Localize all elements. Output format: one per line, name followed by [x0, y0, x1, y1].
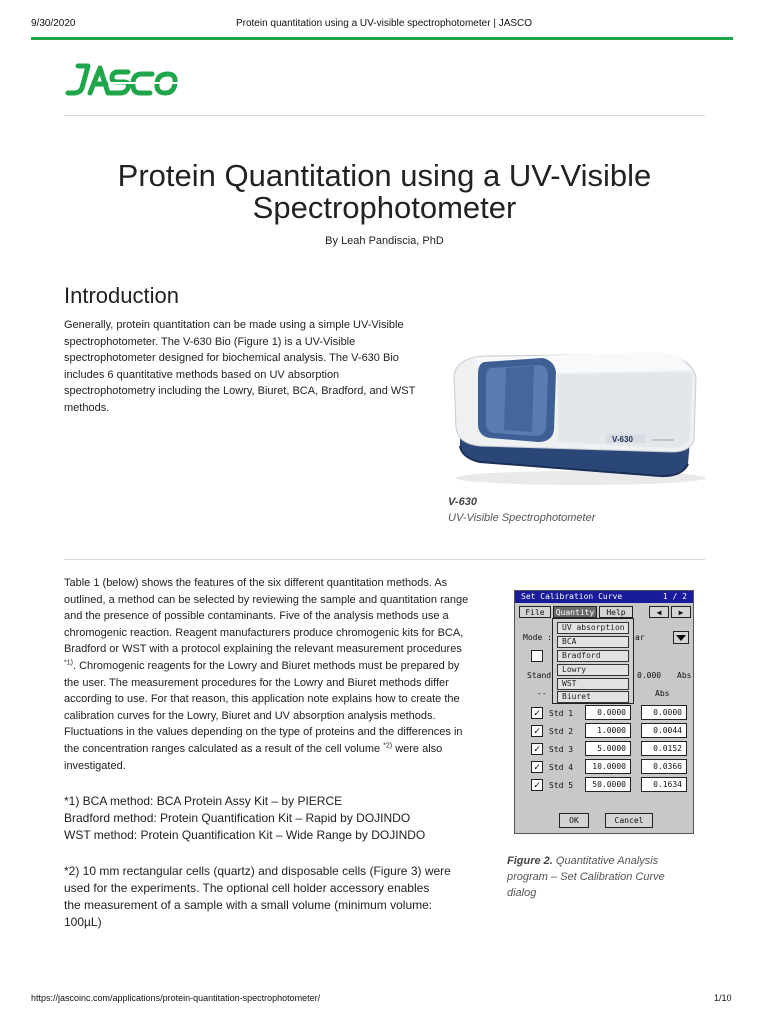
std-3-absorbance[interactable]: 0.0152 [641, 741, 687, 756]
page-url[interactable]: https://jascoinc.com/applications/protein-quantitation-spectrophotometer/ [31, 993, 321, 1003]
chevron-down-icon [674, 632, 688, 643]
standard-value: 0.000 [637, 671, 662, 680]
std-1-label: Std 1 [549, 709, 574, 718]
menu-item-bradford[interactable]: Bradford [557, 650, 629, 662]
quantity-method-menu [552, 618, 634, 704]
print-page-title: Protein quantitation using a UV-visible spectrophotometer | JASCO [235, 18, 533, 29]
std-4-label: Std 4 [549, 763, 574, 772]
quantity-menu[interactable]: Quantity [553, 606, 597, 618]
next-page-button[interactable]: ▶ [671, 606, 691, 618]
std-2-label: Std 2 [549, 727, 574, 736]
std-3-label: Std 3 [549, 745, 574, 754]
figure2-caption: Figure 2. Quantitative Analysis program – Set Calibration Curve dialog [507, 855, 665, 899]
file-menu[interactable]: File [519, 606, 551, 618]
previous-page-button[interactable]: ◀ [649, 606, 669, 618]
mode-label: Mode : [523, 633, 552, 642]
instrument-model-badge: V-630 [612, 435, 633, 444]
page-title: Protein Quantitation using a UV-Visible Spectrophotometer [117, 158, 652, 225]
std-2-absorbance[interactable]: 0.0044 [641, 723, 687, 738]
figure1-caption: V-630 UV-Visible Spectrophotometer [448, 496, 596, 524]
author-byline: By Leah Pandiscia, PhD [325, 235, 444, 247]
std-5-checkbox[interactable]: ✓ [531, 779, 543, 791]
cancel-button[interactable]: Cancel [605, 813, 653, 828]
dialog-title-bar: Set Calibration Curve 1 / 2 [515, 591, 693, 603]
standard-label: Stand [527, 671, 552, 680]
std-2-concentration[interactable]: 1.0000 [585, 723, 631, 738]
jasco-logo[interactable] [64, 60, 188, 98]
ok-button[interactable]: OK [559, 813, 589, 828]
std-4-checkbox[interactable]: ✓ [531, 761, 543, 773]
std-4-absorbance[interactable]: 0.0366 [641, 759, 687, 774]
footnote-ref-1: *1) [64, 659, 73, 667]
option-checkbox[interactable] [531, 650, 543, 662]
menu-item-bca[interactable]: BCA [557, 636, 629, 648]
introduction-paragraph: Generally, protein quantitation can be made using a simple UV-Visible spectrophotometer. The V-630 Bio (Figure 1) is a UV-Visible spectrophotometer designed for biochemical analysis. The V-630 Bio includes 6 quantitative methods based on UV absorption spectrophotometry including the Lowry, Biuret, BCA, Bradford, and WST methods. [64, 319, 416, 414]
abs-column-header: Abs [655, 689, 670, 698]
introduction-heading: Introduction [64, 283, 179, 308]
page-number: 1/10 [714, 993, 732, 1003]
std-5-concentration[interactable]: 50.0000 [585, 777, 631, 792]
std-1-absorbance[interactable]: 0.0000 [641, 705, 687, 720]
footnote-2-text: *2) 10 mm rectangular cells (quartz) and disposable cells (Figure 3) were used for the experiments. The optional cell holder accessory enables the measurement of a sample with a small volume (minimum volume: 100µL) [64, 864, 451, 929]
header-divider [31, 37, 733, 40]
logo-divider [64, 115, 705, 116]
menu-item-uv-absorption[interactable]: UV absorption [557, 622, 629, 634]
std-3-checkbox[interactable]: ✓ [531, 743, 543, 755]
menu-item-lowry[interactable]: Lowry [557, 664, 629, 676]
column-dash: -- [537, 689, 547, 698]
std-3-concentration[interactable]: 5.0000 [585, 741, 631, 756]
std-1-checkbox[interactable]: ✓ [531, 707, 543, 719]
mode-dropdown-arrow[interactable] [673, 631, 689, 644]
footnote-ref-2: *2) [383, 742, 393, 750]
print-date: 9/30/2020 [31, 18, 76, 29]
std-4-concentration[interactable]: 10.0000 [585, 759, 631, 774]
std-2-checkbox[interactable]: ✓ [531, 725, 543, 737]
std-5-absorbance[interactable]: 0.1634 [641, 777, 687, 792]
mode-value: ar [635, 633, 645, 642]
v630-spectrophotometer-image [446, 328, 708, 488]
abs-unit-label: Abs [677, 671, 692, 680]
methods-paragraph: Table 1 (below) shows the features of the six different quantitation methods. As outlined, a method can be selected by reviewing the sample and quantitation range and the presence of possible contaminants. Five of the analysis methods use a chromogenic reaction. Reagent manufacturers produce chromogenic kits for BCA, Bradford or WST with a protocol explaining the relevant measurement procedures $^{*1)}$. Chromogenic reagents for the Lowry and Biuret methods must be prepared by the user. The measurement procedures for the Lowry and Biuret methods differ according to use. For that reason, this application note explains how to create the calibration curves for the Lowry, Biuret and UV absorption analysis methods. Fluctuations in the values depending on the type of proteins and the differences in the concentration ranges calculated as a result of the cell volume $^{*2)}$ were also investigated. [64, 577, 469, 772]
menu-item-biuret[interactable]: Biuret [557, 691, 629, 703]
help-menu[interactable]: Help [599, 606, 633, 618]
section-divider [64, 559, 705, 560]
footnote-1-list: *1) BCA method: BCA Protein Assy Kit – by PIERCE Bradford method: Protein Quantification Kit – Rapid by DOJINDO WST method: Protein Quantification Kit – Wide Range by DOJINDO [64, 794, 426, 842]
menu-item-wst[interactable]: WST [557, 678, 629, 690]
std-1-concentration[interactable]: 0.0000 [585, 705, 631, 720]
std-5-label: Std 5 [549, 781, 574, 790]
